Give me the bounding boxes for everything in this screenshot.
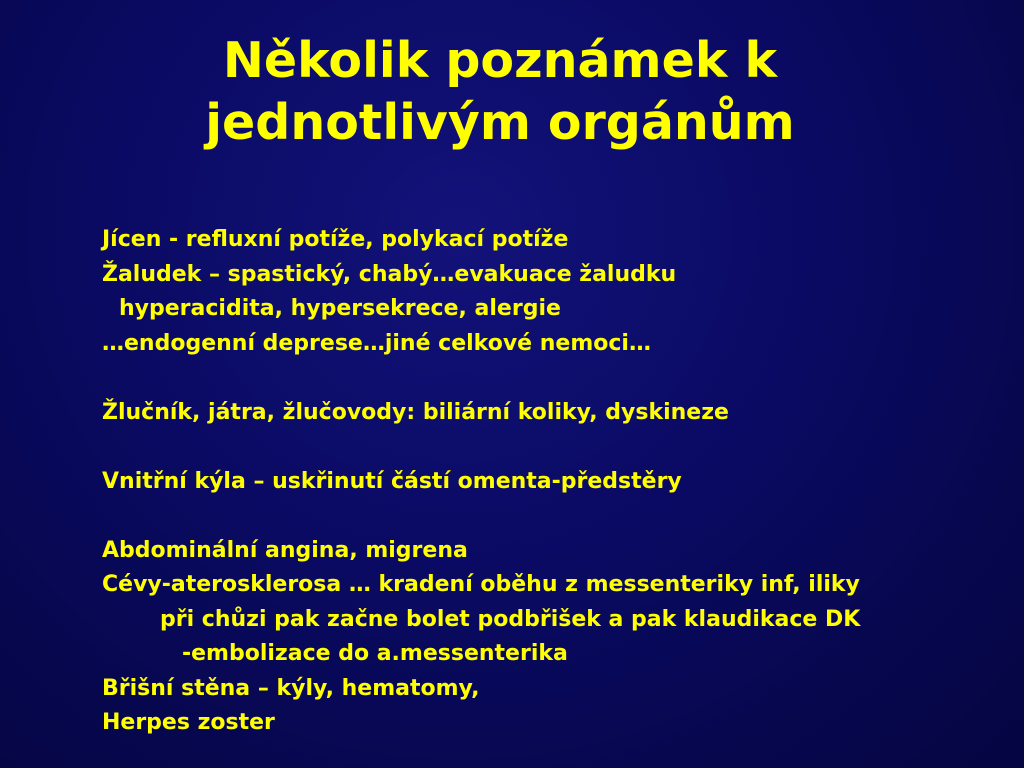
slide-body (102, 223, 1002, 741)
slide-title (130, 30, 870, 154)
body-line-abdominal-angina: Abdominální angina, migrena (102, 537, 468, 563)
body-line-spacer-3 (102, 499, 1002, 534)
body-line-spacer-2 (102, 430, 1002, 465)
title-line-1: Několik poznámek k (222, 32, 778, 89)
body-line-embolization: -embolizace do a.messenterika (182, 641, 568, 666)
body-line-depression: …endogenní deprese…jiné celkové nemoci… (102, 330, 651, 356)
body-line-herpes: Herpes zoster (102, 710, 275, 735)
body-line-walking-pain: při chůzi pak začne bolet podbřišek a pak klaudikace DK (160, 606, 861, 632)
body-line-stomach-detail: hyperacidita, hypersekrece, alergie (119, 296, 561, 321)
body-line-spacer-1 (102, 361, 1002, 396)
body-line-vessels: Cévy-aterosklerosa … kradení oběhu z messenteriky inf, iliky (102, 572, 860, 597)
title-line-2: jednotlivým orgánům (205, 94, 795, 151)
body-line-esophagus: Jícen - refluxní potíže, polykací potíže (102, 227, 569, 252)
body-line-stomach: Žaludek – spastický, chabý…evakuace žaludku (102, 261, 677, 287)
body-line-internal-hernia: Vnitřní kýla – uskřinutí částí omenta-předstěry (102, 468, 682, 494)
body-line-gallbladder: Žlučník, játra, žlučovody: biliární koliky, dyskineze (102, 399, 729, 425)
body-line-abdominal-wall: Břišní stěna – kýly, hematomy, (102, 675, 480, 701)
